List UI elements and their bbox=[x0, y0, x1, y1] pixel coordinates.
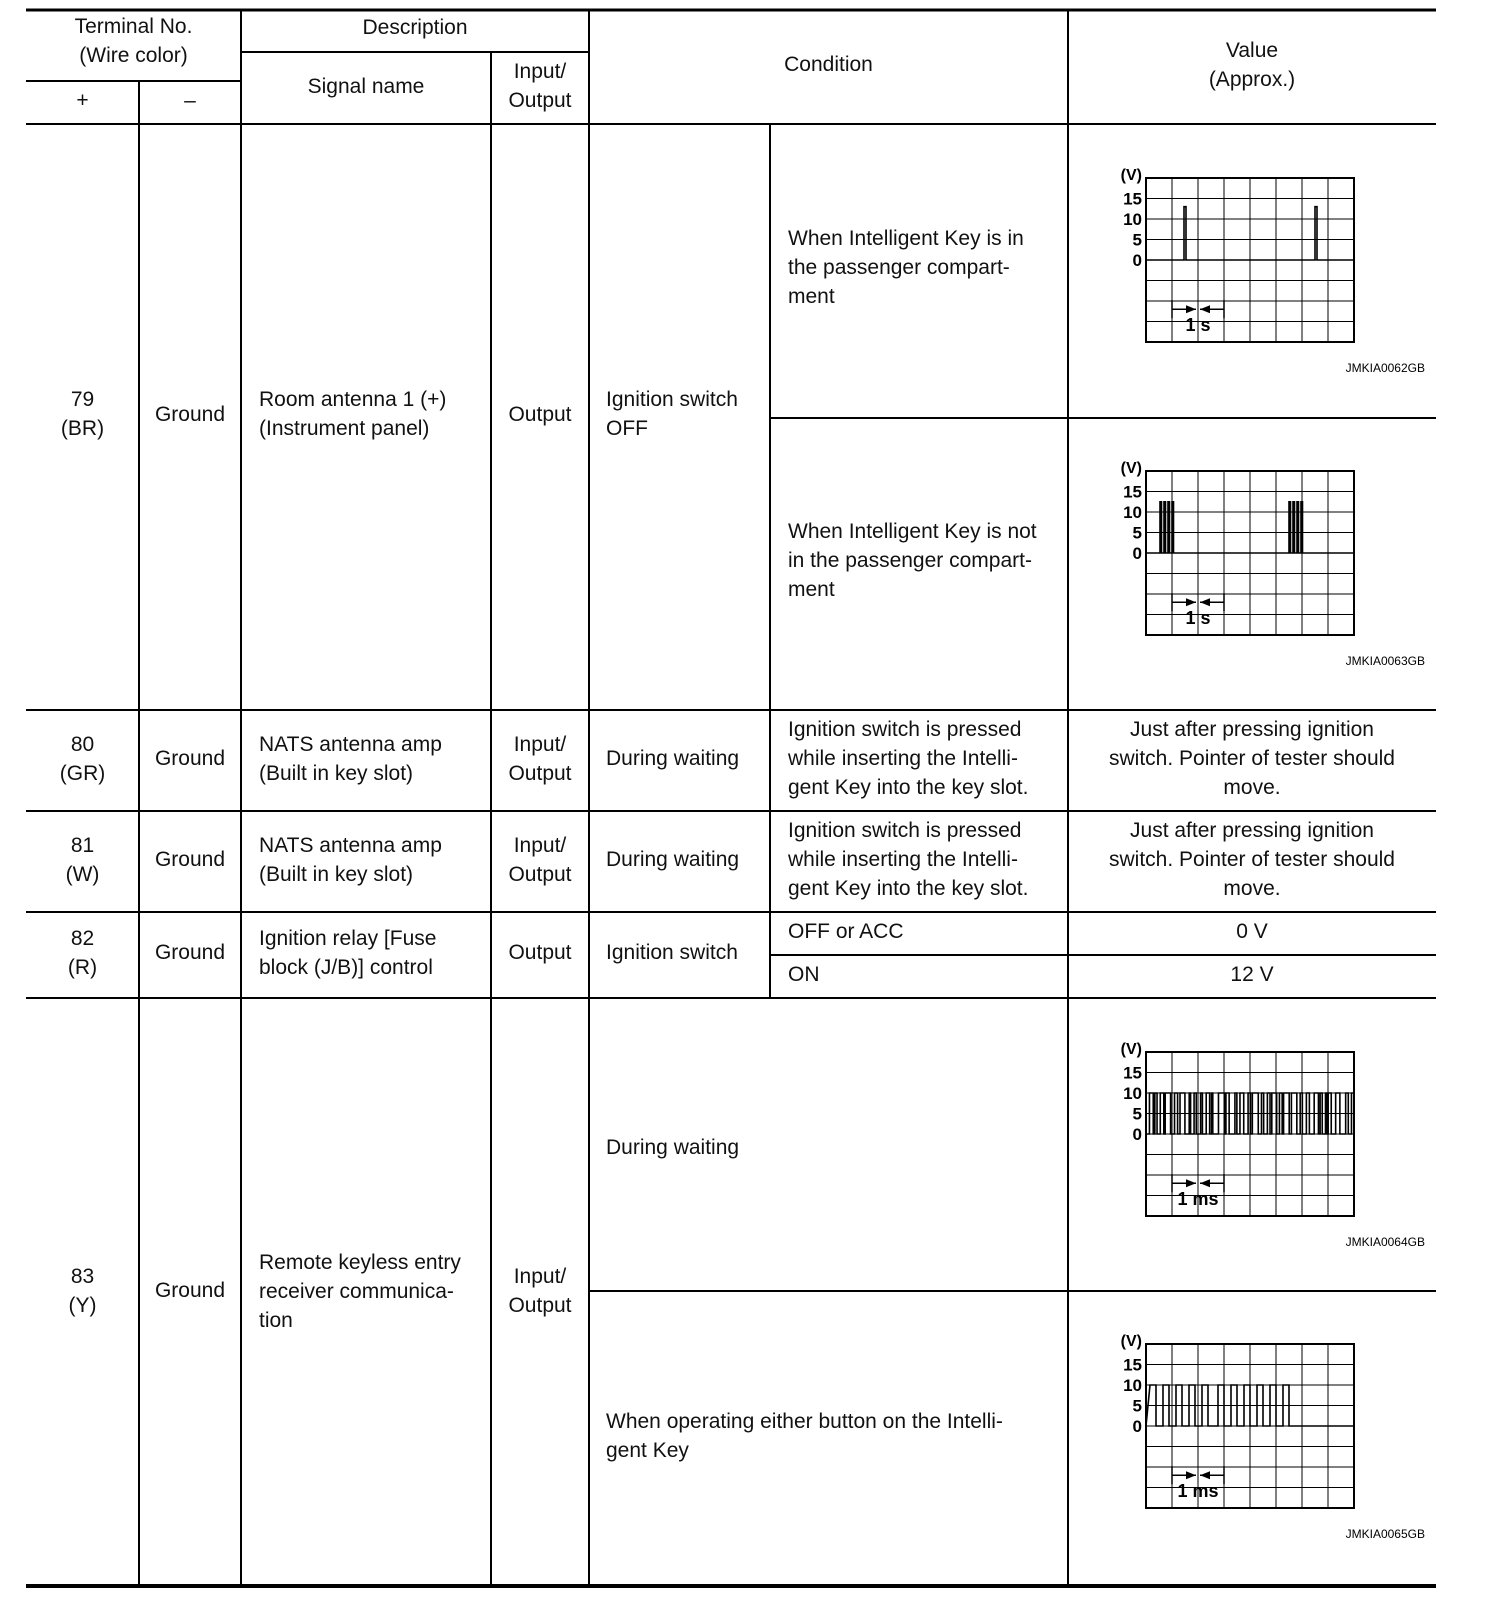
figure-id-label: JMKIA0063GB bbox=[1345, 654, 1425, 668]
time-arrow-head bbox=[1200, 1179, 1210, 1187]
time-arrow-head bbox=[1200, 598, 1210, 606]
row82-ground: Ground bbox=[154, 941, 226, 964]
row83-signal: Remote keyless entry receiver communica- tion bbox=[259, 1251, 461, 1332]
waveform-figure bbox=[1090, 1038, 1430, 1278]
row83-io: Input/ Output bbox=[508, 1265, 572, 1317]
row80-condition: During waiting bbox=[606, 747, 740, 770]
waveform-time-label: 1 s bbox=[1185, 315, 1211, 336]
waveform-time-label: 1 ms bbox=[1177, 1481, 1219, 1502]
header-condition: Condition bbox=[784, 53, 873, 76]
row79-sub-not-in: When Intelligent Key is not in the passenger compart- ment bbox=[788, 520, 1037, 601]
row81-io: Input/ Output bbox=[508, 834, 572, 886]
row79-sub-in: When Intelligent Key is in the passenger compart- ment bbox=[788, 227, 1024, 308]
row81-signal: NATS antenna amp (Built in key slot) bbox=[259, 834, 442, 886]
row80-subcondition: Ignition switch is pressed while inserting the Intelli- gent Key into the key slot. bbox=[788, 718, 1029, 799]
header-plus: + bbox=[76, 89, 89, 112]
row82-condition: Ignition switch bbox=[606, 941, 738, 964]
time-arrow-head bbox=[1186, 305, 1196, 313]
time-arrow-head bbox=[1186, 1471, 1196, 1479]
row80-terminal: 80 (GR) bbox=[59, 733, 106, 785]
row80-ground: Ground bbox=[154, 747, 226, 770]
waveform-unit-label: (V) bbox=[1120, 1333, 1142, 1350]
row81-condition: During waiting bbox=[606, 848, 740, 871]
waveform-y-tick: 5 bbox=[1132, 1104, 1142, 1124]
row82-sub-on: ON bbox=[788, 963, 820, 986]
row83-terminal: 83 (Y) bbox=[68, 1265, 97, 1317]
header-terminal-no: Terminal No. (Wire color) bbox=[74, 15, 193, 67]
row82-val-on: 12 V bbox=[1230, 963, 1274, 986]
row83-ground: Ground bbox=[154, 1279, 226, 1302]
row79-terminal: 79 (BR) bbox=[60, 388, 105, 440]
row81-subcondition: Ignition switch is pressed while inserting the Intelli- gent Key into the key slot. bbox=[788, 819, 1029, 900]
row79-ground: Ground bbox=[154, 403, 226, 426]
header-signal-name: Signal name bbox=[307, 75, 425, 98]
waveform-time-label: 1 ms bbox=[1177, 1189, 1219, 1210]
waveform-y-tick: 10 bbox=[1123, 1084, 1142, 1103]
waveform-y-tick: 15 bbox=[1123, 1063, 1142, 1083]
waveform-unit-label: (V) bbox=[1120, 1041, 1142, 1058]
row80-io: Input/ Output bbox=[508, 733, 572, 785]
row79-signal: Room antenna 1 (+) (Instrument panel) bbox=[259, 388, 447, 440]
waveform-y-tick: 5 bbox=[1132, 230, 1142, 250]
time-arrow-head bbox=[1186, 1179, 1196, 1187]
waveform-time-label: 1 s bbox=[1185, 608, 1211, 629]
waveform-figure bbox=[1090, 1330, 1430, 1570]
row79-condition: Ignition switch OFF bbox=[606, 388, 738, 440]
waveform-y-tick: 0 bbox=[1132, 1417, 1142, 1436]
figure-id-label: JMKIA0062GB bbox=[1345, 361, 1425, 375]
waveform-y-tick: 0 bbox=[1132, 1125, 1142, 1144]
time-arrow-head bbox=[1186, 598, 1196, 606]
waveform-y-tick: 10 bbox=[1123, 210, 1142, 229]
row82-terminal: 82 (R) bbox=[67, 927, 98, 979]
row81-value: Just after pressing ignition switch. Pointer of tester should move. bbox=[1109, 819, 1395, 900]
row81-ground: Ground bbox=[154, 848, 226, 871]
row81-terminal: 81 (W) bbox=[65, 834, 100, 886]
header-input-output: Input/ Output bbox=[508, 60, 572, 112]
waveform-y-tick: 10 bbox=[1123, 503, 1142, 522]
time-arrow-head bbox=[1200, 305, 1210, 313]
waveform-y-tick: 10 bbox=[1123, 1376, 1142, 1395]
waveform-unit-label: (V) bbox=[1120, 167, 1142, 184]
row82-val-off-acc: 0 V bbox=[1236, 920, 1268, 943]
row82-io: Output bbox=[508, 941, 572, 964]
row82-sub-off-acc: OFF or ACC bbox=[788, 920, 904, 943]
header-description: Description bbox=[362, 16, 468, 39]
waveform-figure bbox=[1090, 164, 1430, 404]
figure-id-label: JMKIA0065GB bbox=[1345, 1527, 1425, 1541]
waveform-y-tick: 15 bbox=[1123, 482, 1142, 502]
header-minus: – bbox=[184, 89, 196, 112]
row83-cond-waiting: During waiting bbox=[606, 1136, 740, 1159]
waveform-y-tick: 15 bbox=[1123, 1355, 1142, 1375]
waveform-figure bbox=[1090, 457, 1430, 697]
time-arrow-head bbox=[1200, 1471, 1210, 1479]
header-value: Value (Approx.) bbox=[1208, 39, 1296, 91]
figure-id-label: JMKIA0064GB bbox=[1345, 1235, 1425, 1249]
row79-io: Output bbox=[508, 403, 572, 426]
waveform-y-tick: 15 bbox=[1123, 189, 1142, 209]
waveform-y-tick: 5 bbox=[1132, 1396, 1142, 1416]
row80-signal: NATS antenna amp (Built in key slot) bbox=[259, 733, 442, 785]
waveform-trace bbox=[1146, 1093, 1354, 1134]
row82-signal: Ignition relay [Fuse block (J/B)] control bbox=[259, 927, 437, 979]
row80-value: Just after pressing ignition switch. Pointer of tester should move. bbox=[1109, 718, 1395, 799]
waveform-y-tick: 5 bbox=[1132, 523, 1142, 543]
row83-cond-operating: When operating either button on the Intelli- gent Key bbox=[606, 1410, 1003, 1462]
waveform-y-tick: 0 bbox=[1132, 251, 1142, 270]
waveform-unit-label: (V) bbox=[1120, 460, 1142, 477]
waveform-y-tick: 0 bbox=[1132, 544, 1142, 563]
